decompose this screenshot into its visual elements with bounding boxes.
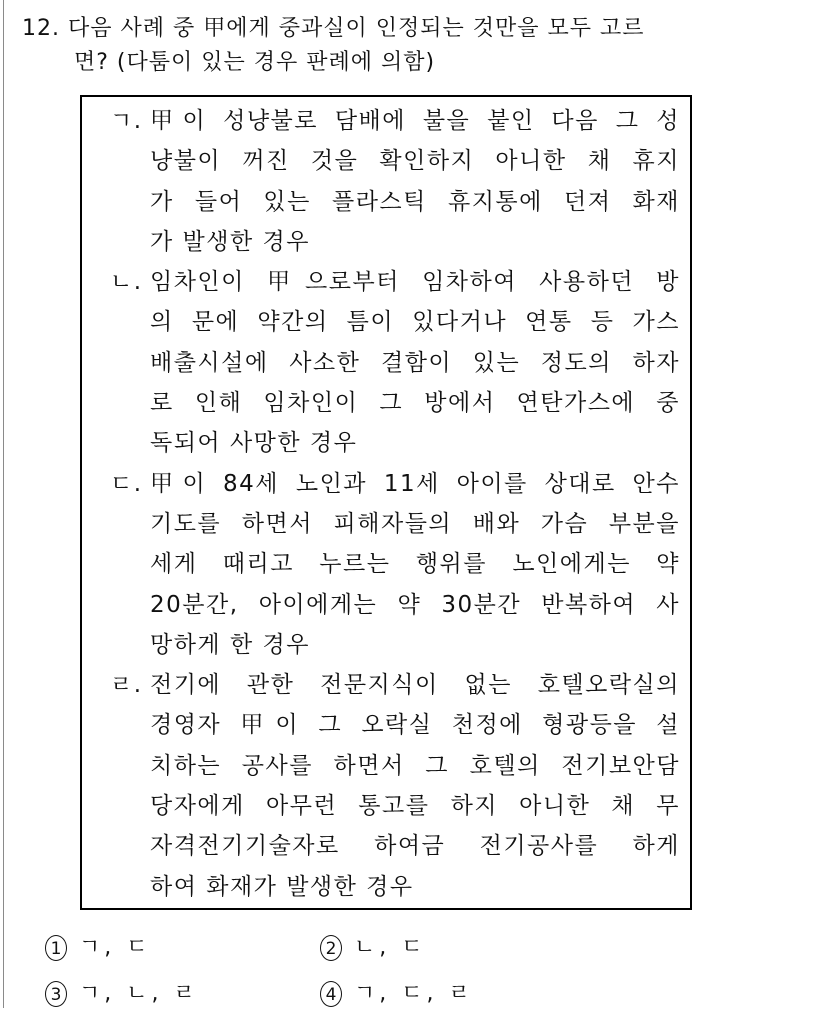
case-line: 배출시설에 사소한 결함이 있는 정도의 하자 (150, 349, 680, 376)
answer-choices (45, 925, 745, 1017)
case-line: 가 들어 있는 플라스틱 휴지통에 던져 화재 (150, 188, 680, 215)
question-number: 12. (22, 16, 60, 41)
case-line: 하여 화재가 발생한 경우 (150, 873, 414, 900)
choice-text: ㄱ, ㄷ (79, 935, 152, 960)
case-line: 전기에 관한 전문지식이 없는 호텔오락실의 (150, 672, 680, 699)
case-item-c (110, 464, 680, 665)
case-line: 甲이 84세 노인과 11세 아이를 상대로 안수 (150, 470, 680, 497)
case-line: 가 발생한 경우 (150, 228, 310, 255)
case-item-a (110, 101, 680, 262)
circled-number-3-icon: 3 (45, 981, 67, 1007)
case-line: 임차인이 甲으로부터 임차하여 사용하던 방 (150, 269, 680, 296)
case-line: 독되어 사망한 경우 (150, 430, 358, 457)
case-mark: ㄹ. (110, 672, 143, 699)
case-line: 로 인해 임차인이 그 방에서 연탄가스에 중 (150, 390, 680, 417)
circled-number-1-icon: 1 (45, 935, 67, 961)
choice-3[interactable] (45, 971, 320, 1017)
case-line: 당자에게 아무런 통고를 하지 아니한 채 무 (150, 793, 680, 820)
case-line: 세게 때리고 누르는 행위를 노인에게는 약 (150, 551, 680, 578)
cases-box (80, 95, 692, 910)
case-mark: ㄷ. (110, 470, 143, 497)
case-line: 자격전기기술자로 하여금 전기공사를 하게 (150, 833, 680, 860)
choice-text: ㄱ, ㄷ, ㄹ (354, 981, 474, 1006)
choice-2[interactable] (320, 925, 595, 971)
case-line: 망하게 한 경우 (150, 631, 310, 658)
case-item-d (110, 665, 680, 907)
case-item-b (110, 262, 680, 463)
case-list (110, 101, 680, 907)
case-line: 치하는 공사를 하면서 그 호텔의 전기보안담 (150, 752, 680, 779)
case-line: 기도를 하면서 피해자들의 배와 가슴 부분을 (150, 510, 680, 537)
case-line: 20분간, 아이에게는 약 30분간 반복하여 사 (150, 591, 680, 618)
case-line: 냥불이 꺼진 것을 확인하지 아니한 채 휴지 (150, 148, 680, 175)
case-mark: ㄱ. (110, 108, 143, 134)
case-mark: ㄴ. (110, 269, 143, 296)
case-line: 의 문에 약간의 틈이 있다거나 연통 등 가스 (150, 309, 680, 336)
case-line: 경영자 甲이 그 오락실 천정에 형광등을 설 (150, 712, 680, 739)
case-line: 甲이 성냥불로 담배에 불을 붙인 다음 그 성 (150, 108, 680, 134)
question-stem (22, 12, 782, 80)
choice-4[interactable] (320, 971, 595, 1017)
question-line-1: 12. 다음 사례 중 甲에게 중과실이 인정되는 것만을 모두 고르 (22, 16, 645, 41)
choice-text: ㄱ, ㄴ, ㄹ (79, 981, 199, 1006)
left-margin-rule (3, 0, 4, 1008)
circled-number-2-icon: 2 (320, 935, 342, 961)
question-line-2: 면? (다툼이 있는 경우 판례에 의함) (74, 50, 436, 75)
circled-number-4-icon: 4 (320, 981, 342, 1007)
choice-1[interactable] (45, 925, 320, 971)
choice-text: ㄴ, ㄷ (354, 935, 427, 960)
